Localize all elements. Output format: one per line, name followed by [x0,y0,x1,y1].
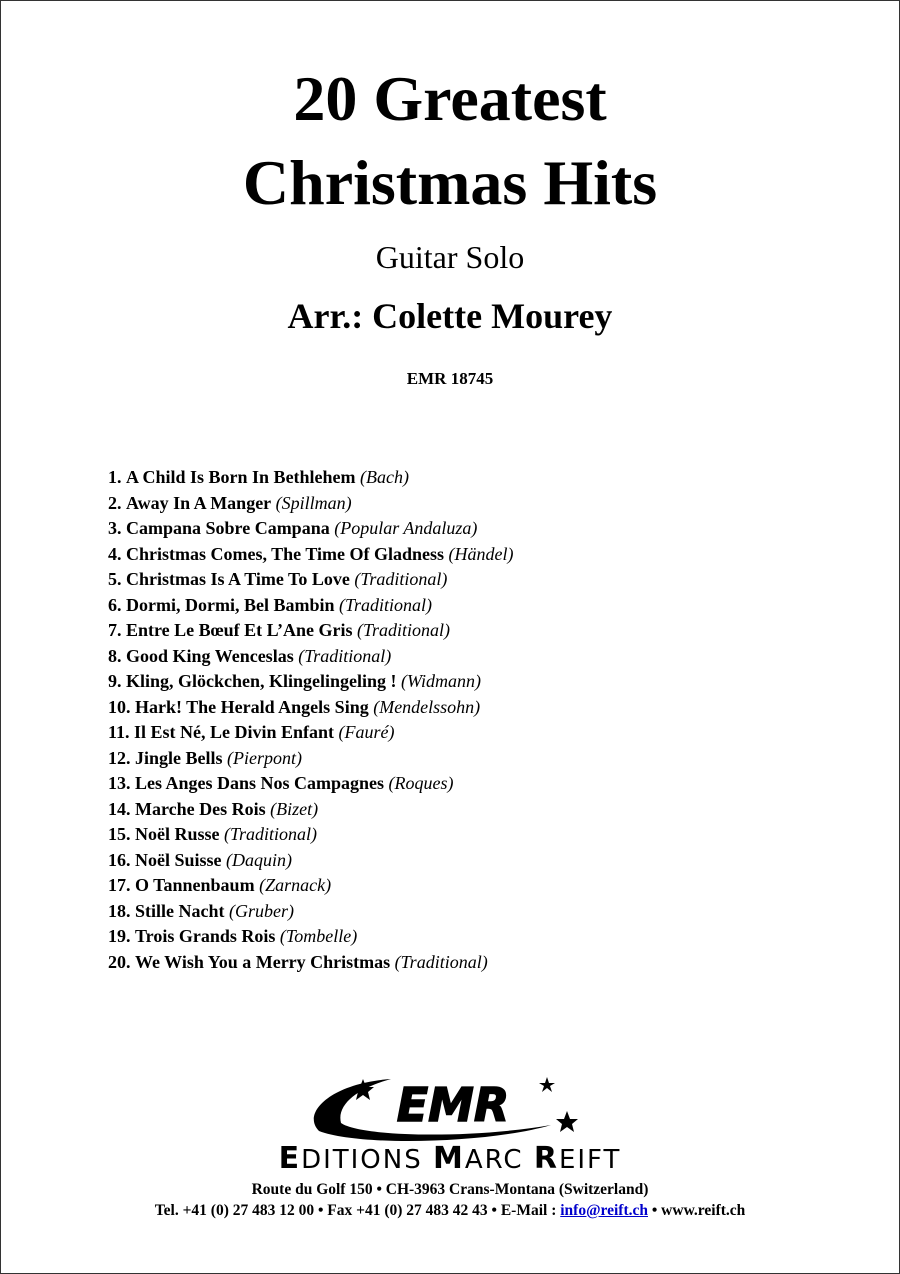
track-item [108,822,514,848]
track-composer: (Spillman) [275,492,352,513]
track-number: 13. [108,773,131,793]
publisher-contact [1,1202,899,1220]
publisher-initial: M [432,1141,465,1176]
contact-phone-fax: Tel. +41 (0) 27 483 12 00 • Fax +41 (0) 27 483 42 43 • E-Mail : [154,1202,561,1219]
track-composer: (Traditional) [357,620,451,640]
track-composer: (Bach) [360,467,410,487]
track-item [108,669,514,695]
track-title: Away In A Manger [126,492,272,513]
track-composer: (Zarnack) [259,875,332,895]
star-icon [556,1111,578,1132]
publisher-name-part: DITIONS [301,1145,423,1175]
track-composer: (Tombelle) [279,926,358,946]
logo-text: EMR [396,1078,510,1132]
track-number: 15. [108,824,131,844]
track-title: Noël Suisse [135,849,222,870]
track-title: A Child Is Born In Bethlehem [126,467,356,487]
catalog-number: EMR 18745 [406,369,494,388]
track-title: Noël Russe [135,824,220,844]
track-composer: (Traditional) [394,951,488,972]
track-item [108,950,514,976]
track-title: Entre Le Bœuf Et L’Ane Gris [126,620,353,640]
track-title: Kling, Glöckchen, Klingelingeling ! [126,671,397,691]
track-number: 18. [108,900,131,921]
track-composer: (Traditional) [354,569,448,589]
track-number: 10. [108,696,131,717]
publisher-initial: E [278,1141,302,1176]
track-composer: (Fauré) [338,722,395,742]
track-title: Il Est Né, Le Divin Enfant [134,722,335,742]
publisher-address: Route du Golf 150 • CH-3963 Crans-Montana (Switzerland) [251,1181,649,1198]
track-title: We Wish You a Merry Christmas [135,951,391,972]
track-item [108,644,514,670]
track-composer: (Bizet) [270,798,319,819]
track-composer: (Händel) [448,543,514,564]
track-item [108,593,514,619]
track-item [108,797,514,823]
title-line-2: Christmas Hits [242,147,658,218]
track-item [108,746,514,772]
track-title: Campana Sobre Campana [126,518,330,538]
track-item [108,516,514,542]
track-composer: (Gruber) [229,900,294,921]
arranger: Arr.: Colette Mourey [287,296,613,336]
track-item [108,618,514,644]
publisher-name-part: ARC [464,1145,524,1175]
track-item [108,771,514,797]
track-number: 14. [108,798,131,819]
track-item [108,720,514,746]
track-title: Good King Wenceslas [126,645,294,666]
track-composer: (Widmann) [401,671,482,691]
track-number: 7. [108,620,122,640]
publisher-initial: R [533,1141,559,1176]
emr-logo [301,1073,601,1143]
track-composer: (Traditional) [298,645,392,666]
track-number: 16. [108,849,131,870]
track-title: Stille Nacht [135,900,225,921]
track-list [108,465,514,975]
track-number: 3. [108,518,122,538]
track-composer: (Daquin) [226,849,293,870]
track-composer: (Pierpont) [227,747,302,768]
track-title: Hark! The Herald Angels Sing [135,696,369,717]
track-number: 6. [108,594,122,615]
track-number: 1. [108,467,122,487]
star-icon [539,1077,555,1092]
track-number: 9. [108,671,122,691]
track-item [108,848,514,874]
track-composer: (Traditional) [339,594,433,615]
track-number: 4. [108,543,122,564]
contact-website: • www.reift.ch [648,1202,746,1219]
track-title: Christmas Is A Time To Love [126,569,350,589]
track-number: 20. [108,951,131,972]
track-title: Christmas Comes, The Time Of Gladness [126,543,445,564]
track-number: 12. [108,747,131,768]
track-item [108,491,514,517]
track-composer: (Traditional) [224,824,318,844]
track-title: Marche Des Rois [135,798,266,819]
track-title: O Tannenbaum [135,875,255,895]
track-item [108,695,514,721]
track-title: Jingle Bells [135,747,223,768]
track-title: Dormi, Dormi, Bel Bambin [126,594,335,615]
title-line-1: 20 Greatest [293,63,607,134]
track-item [108,924,514,950]
track-item [108,465,514,491]
track-number: 8. [108,645,122,666]
track-composer: (Roques) [388,773,454,793]
track-number: 19. [108,926,131,946]
track-item [108,542,514,568]
track-number: 5. [108,569,122,589]
track-title: Les Anges Dans Nos Campagnes [135,773,385,793]
track-number: 2. [108,492,122,513]
track-composer: (Mendelssohn) [373,696,481,717]
publisher-name [1,1141,899,1176]
track-item [108,873,514,899]
track-item [108,567,514,593]
track-composer: (Popular Andaluza) [334,518,478,538]
track-item [108,899,514,925]
track-number: 11. [108,722,130,742]
instrumentation: Guitar Solo [375,239,525,275]
track-number: 17. [108,875,131,895]
track-title: Trois Grands Rois [135,926,276,946]
email-link[interactable]: info@reift.ch [560,1202,648,1219]
publisher-name-part: EIFT [558,1145,622,1175]
